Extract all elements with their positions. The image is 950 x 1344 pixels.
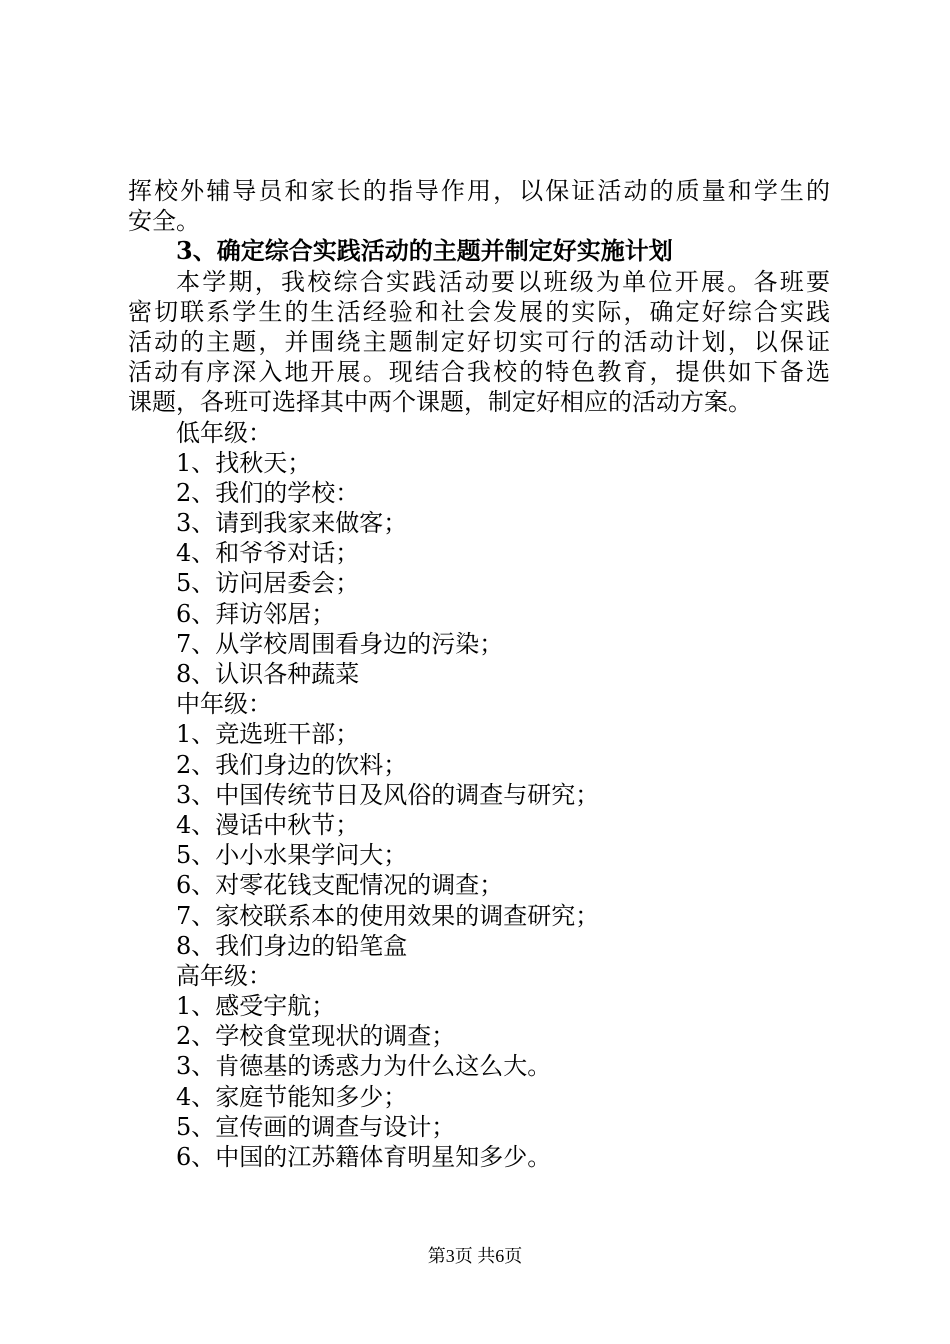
paragraph-line: 课题，各班可选择其中两个课题，制定好相应的活动方案。 — [128, 388, 752, 417]
section-heading: 3、确定综合实践活动的主题并制定好实施计划 — [176, 236, 673, 266]
paragraph-line: 活动有序深入地开展。现结合我校的特色教育，提供如下备选 — [128, 358, 830, 387]
list-item: 2、学校食堂现状的调查； — [176, 1022, 456, 1051]
list-item: 1、感受宇航； — [176, 992, 336, 1021]
list-item: 1、找秋天； — [176, 448, 312, 477]
paragraph-line: 活动的主题，并围绕主题制定好切实可行的活动计划，以保证 — [128, 327, 830, 356]
intro-line: 挥校外辅导员和家长的指导作用，以保证活动的质量和学生的 — [128, 177, 830, 205]
list-item: 2、我们身边的饮料； — [176, 750, 408, 779]
document-body — [128, 176, 830, 1172]
list-item: 7、从学校周围看身边的污染； — [176, 629, 504, 658]
paragraph-line: 密切联系学生的生活经验和社会发展的实际，确定好综合实践 — [128, 297, 830, 326]
list-item: 8、认识各种蔬菜 — [176, 660, 360, 688]
list-item: 6、拜访邻居； — [176, 599, 336, 628]
list-item: 5、宣传画的调查与设计； — [176, 1112, 456, 1141]
list-item: 4、家庭节能知多少； — [176, 1082, 408, 1111]
list-item: 2、我们的学校： — [176, 478, 360, 507]
paragraph-line: 本学期，我校综合实践活动要以班级为单位开展。各班要 — [176, 267, 830, 296]
list-item: 5、访问居委会； — [176, 569, 360, 598]
list-item: 8、我们身边的铅笔盒 — [176, 931, 408, 960]
list-item: 1、竞选班干部； — [176, 720, 360, 749]
list-item: 5、小小水果学问大； — [176, 841, 408, 870]
page-number-footer: 第3页 共6页 — [427, 1246, 523, 1266]
list-item: 7、家校联系本的使用效果的调查研究； — [176, 901, 600, 930]
group-label-high: 高年级： — [176, 961, 272, 990]
intro-line: 安全。 — [128, 207, 200, 236]
list-item: 4、和爷爷对话； — [176, 539, 360, 568]
list-item: 4、漫话中秋节； — [176, 810, 360, 839]
list-item: 3、中国传统节日及风俗的调查与研究； — [176, 780, 600, 809]
list-item: 6、中国的江苏籍体育明星知多少。 — [176, 1143, 552, 1171]
group-label-middle: 中年级： — [176, 690, 272, 719]
list-item: 3、请到我家来做客； — [176, 509, 408, 538]
list-item: 3、肯德基的诱惑力为什么这么大。 — [176, 1052, 552, 1081]
group-label-low: 低年级： — [176, 418, 272, 447]
list-item: 6、对零花钱支配情况的调查； — [176, 871, 504, 900]
